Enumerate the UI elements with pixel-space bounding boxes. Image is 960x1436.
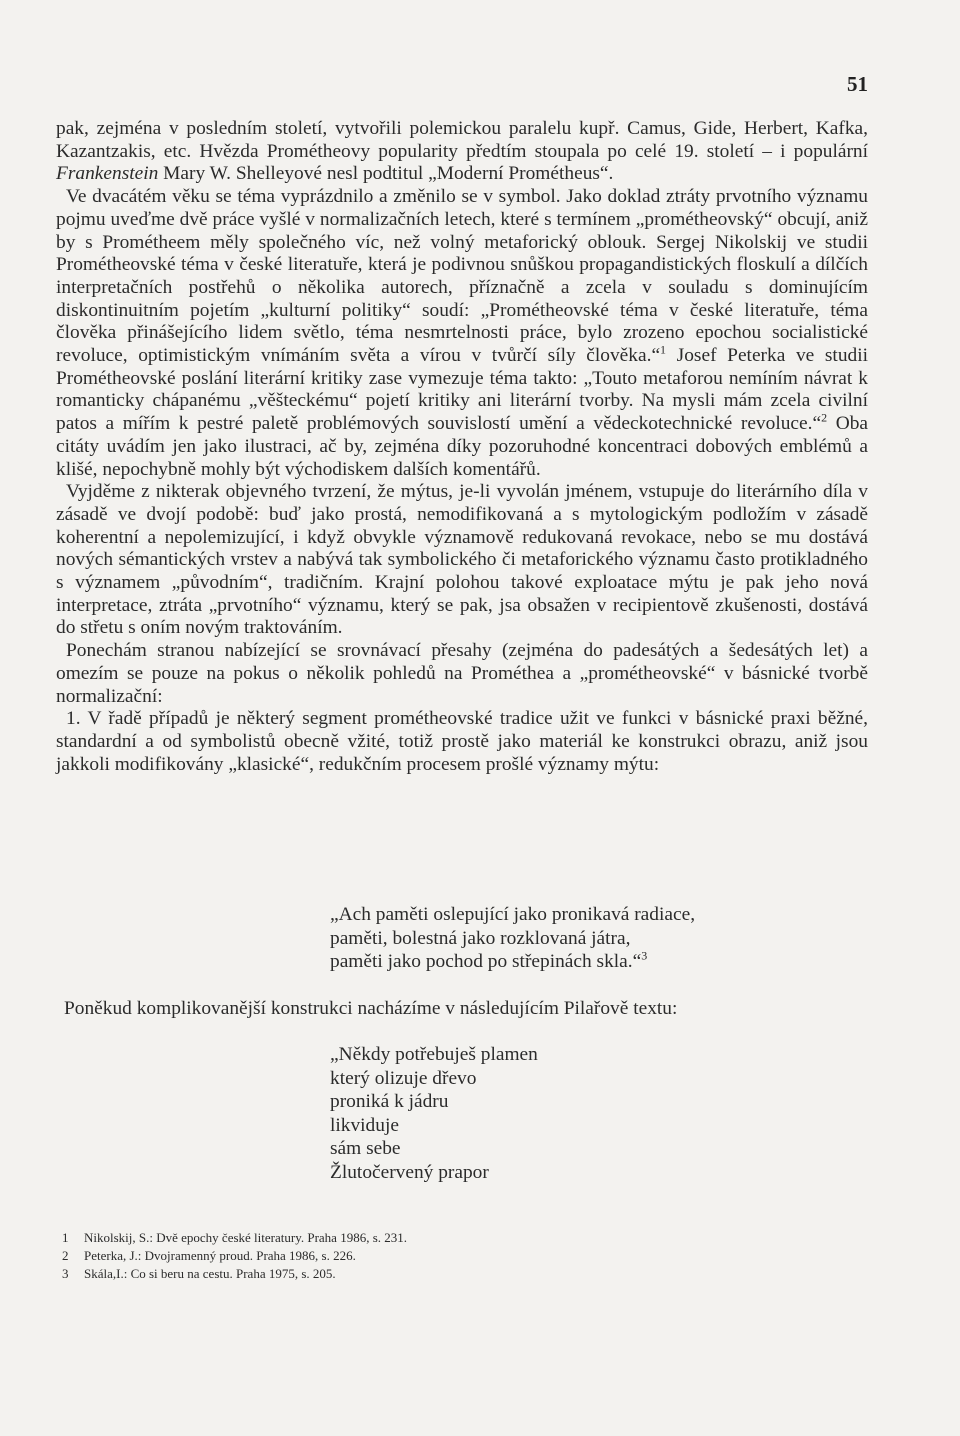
text-run: Frankenstein	[56, 163, 159, 185]
footnote-text: Skála,I.: Co si beru na cestu. Praha 1975, s. 205.	[84, 1266, 336, 1281]
footnote-ref: 2	[821, 410, 828, 425]
footnote-ref: 1	[660, 342, 667, 357]
paragraph	[56, 708, 868, 776]
poem-line: paměti jako pochod po střepinách skla.“$^3$	[330, 948, 648, 973]
footnotes	[62, 1229, 407, 1283]
footnote-number: 2	[62, 1248, 69, 1263]
text-run: Ve dvacátém věku se téma vyprázdnilo a změnilo se v symbol. Jako doklad ztráty prvotního významu pojmu uveďme dvě práce vyšlé v normalizačních letech, které s termínem „prométheovský“ obcují, aniž by s Prométheem měly společného víc, než volný metaforický oblouk. Sergej Nikolskij ve studii Prométheovské téma v české literatuře, která je podivnou snůškou propagandistických floskulí a dílčích interpretačních postřehů o několika autorech, příznačně a zcela v souladu s dominujícím diskontinuitním pojetím „kulturní politiky“ soudí: „Prométheovské téma v české literatuře, téma člověka přinášejícího lidem světlo, téma nesmrtelnosti práce, bylo zrozeno epochou socialistické revoluce, optimistickým vnímáním světa a vírou v tvůrčí síly člověka.“	[56, 186, 868, 367]
paragraph	[56, 481, 868, 640]
footnote	[62, 1265, 407, 1283]
footnote-text: Nikolskij, S.: Dvě epochy české literatury. Praha 1986, s. 231.	[84, 1230, 408, 1245]
poem-line: likviduje	[330, 1114, 399, 1136]
footnote-number: 1	[62, 1230, 69, 1245]
text-run: Mary W. Shelleyové nesl podtitul „Moderní Prométheus“.	[158, 163, 614, 185]
poem-line: „Někdy potřebuješ plamen	[330, 1044, 538, 1065]
text-run: 1. V řadě případů je některý segment prométheovské tradice užit ve funkci v básnické praxi běžné, standardní a od symbolistů obecně vžité, totiž prostě jako materiál ke konstrukci obrazu, aniž jsou jakkoli modifikovány „klasické“, redukčním procesem prošlé významy mýtu:	[56, 708, 868, 775]
poem-line: „Ach paměti oslepující jako pronikavá radiace,	[330, 904, 696, 925]
poem-quote-1	[330, 903, 695, 974]
page-number: 51	[847, 72, 868, 96]
poem-line: sám sebe	[330, 1138, 401, 1160]
poem-line: proniká k jádru	[330, 1091, 449, 1113]
text-run: Oba citáty uvádím jen jako ilustraci, ač by, zejména díky pozoruhodné koncentraci dobových emblémů a klišé, nepochybně mohly být východiskem dalších komentářů.	[56, 413, 868, 480]
footnote	[62, 1229, 407, 1247]
paragraph	[56, 118, 868, 186]
footnote-ref: 3	[641, 948, 648, 963]
poem-line: který olizuje dřevo	[330, 1067, 477, 1089]
poem-intro-line: Poněkud komplikovanější konstrukci nacházíme v následujícím Pilařově textu:	[64, 998, 678, 1019]
poem-quote-2	[330, 1043, 538, 1185]
poem-line: Žlutočervený prapor	[330, 1161, 489, 1183]
footnote-text: Peterka, J.: Dvojramenný proud. Praha 1986, s. 226.	[84, 1248, 356, 1263]
footnote	[62, 1247, 407, 1265]
text-run: Ponechám stranou nabízející se srovnávací přesahy (zejména do padesátých a šedesátých let) a omezím se pouze na pokus o několik pohledů na Prométhea a „prométheovské“ v básnické tvorbě normalizační:	[56, 640, 868, 707]
text-run: Josef Peterka ve studii Prométheovské poslání literární kritiky zase vymezuje téma takto: „Touto metaforou nemíním návrat k romanticky chápanému „věšteckému“ pojetí kritiky ani literární tvorby. Na mysli mám zcela civilní patos a mířím k pestré paletě problémových souvislostí umění a vědeckotechnické revoluce.“	[56, 345, 868, 435]
body-text	[56, 118, 868, 776]
paragraph	[56, 640, 868, 708]
text-run: pak, zejména v posledním století, vytvořili polemickou paralelu kupř. Camus, Gide, Herbert, Kafka, Kazantzakis, etc. Hvězda Prométheovy popularity předtím stoupala po celé 19. století – i populární	[56, 118, 868, 162]
text-run: Vyjděme z nikterak objevného tvrzení, že mýtus, je-li vyvolán jménem, vstupuje do literárního díla v zásadě ve dvojí podobě: buď jako prostá, nemodifikovaná a s mytologickým podložím v zásadě koherentní a nepolemizující, i když obvykle významově redukovaná revokace, nebo se mu dostává nových sémantických vrstev a nabývá tak symbolického či metaforického významu často protikladného s významem „původním“, tradičním. Krajní polohou takové exploatace mýtu je pak jeho nová interpretace, ztráta „prvotního“ významu, který se pak, jsa obsažen v recipientově zkušenosti, dostává do střetu s oním novým traktováním.	[56, 481, 868, 639]
paragraph	[56, 186, 868, 481]
footnote-number: 3	[62, 1266, 69, 1281]
poem-line: paměti, bolestná jako rozklovaná játra,	[330, 927, 631, 949]
